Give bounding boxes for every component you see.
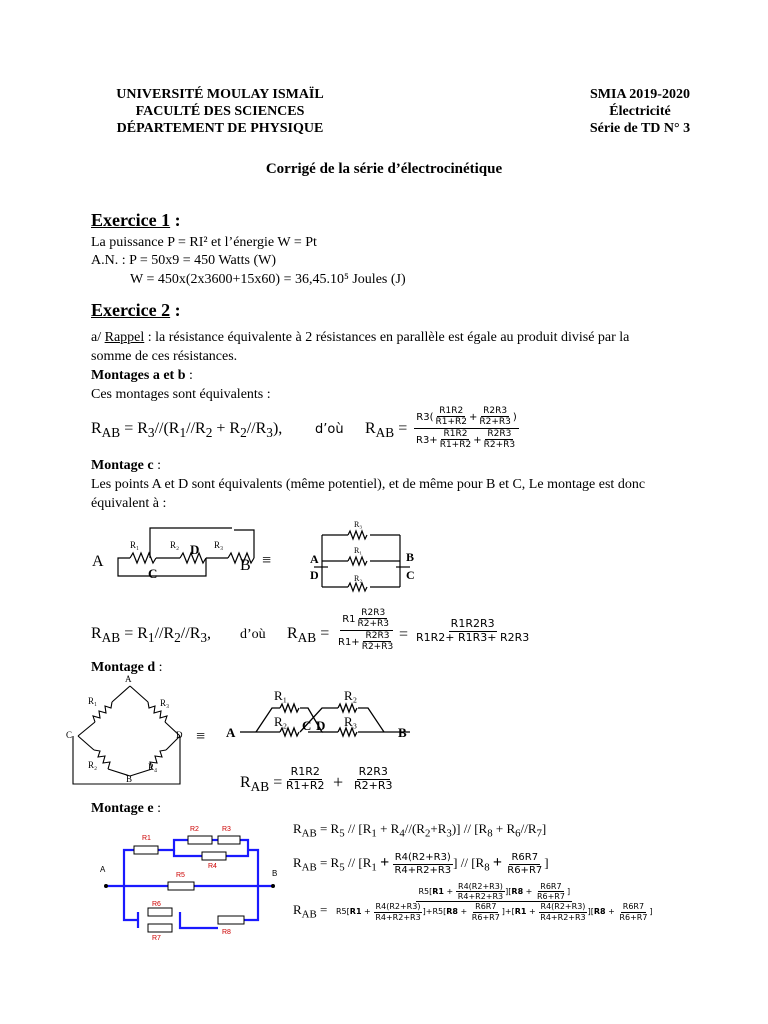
svg-text:R₃: R₃	[354, 520, 363, 529]
svg-text:R5: R5	[176, 872, 185, 879]
c-result-numerator: R1R2R3	[450, 617, 495, 630]
circuit-e	[98, 820, 288, 945]
circuit-c-right	[310, 515, 430, 595]
svg-text:B: B	[406, 550, 415, 564]
ex1-line3: W = 450x(2x3600+15x60) = 36,45.10⁵ Joules (J)	[130, 272, 406, 287]
svg-text:R₄: R₄	[148, 762, 158, 772]
montage-e-heading: Montage e :	[91, 801, 161, 816]
rab-fraction-e: R5[R1 + $\frac{R4(R2+R3)}{R4+R2+R3}$ ][R8 + $\frac{R6R7}{R6+R7}$ ] R5[R1 + $\frac{R4(R2+R3)}{R4+R2+R3}$ ]+R5[R8 + $\frac{R6R7}{R6+R7}$ ]+[R1 + $\frac{R4(R2+R3)}{R4+R2+R3}$ ][R8 + $\frac{R6R7}{R6+R7}$ ]	[336, 882, 653, 922]
rab-label-e: $R_{AB}$ =	[293, 902, 328, 921]
equiv-sign-d: ≡	[196, 728, 206, 745]
rab-fraction-d2: $\frac{R2R3}{R2+R3}$	[354, 765, 393, 792]
c-result-denominator: R1R2+ R1R3+ R2R3	[416, 630, 530, 644]
svg-text:D: D	[190, 542, 200, 557]
exercise-1-heading: Exercice 1 :	[91, 210, 181, 230]
svg-text:C: C	[66, 730, 73, 740]
c-final-fraction	[414, 618, 531, 644]
course-header	[570, 86, 710, 137]
dou-1: d’où	[315, 422, 344, 437]
university-name: UNIVERSITÉ MOULAY ISMAÏL	[116, 87, 324, 102]
circuit-d-right	[226, 686, 426, 746]
svg-text:B: B	[272, 869, 278, 878]
academic-year: SMIA 2019-2020	[590, 87, 690, 102]
rab-fraction-ab: R3( $\frac{R1R2}{R1+R2}$ + $\frac{R2R3}{R2+R3}$ ) R3+ $\frac{R1R2}{R1+R2}$ + $\frac{R2R3}{R2+R3}$	[416, 406, 517, 451]
svg-text:R6: R6	[152, 901, 161, 908]
svg-text:R₁: R₁	[88, 696, 98, 706]
svg-text:R4: R4	[208, 863, 217, 870]
ex1-line1: La puissance P = RI² et l’énergie W = Pt	[91, 235, 317, 250]
circuit-d-left	[66, 672, 196, 787]
svg-text:R1: R1	[142, 835, 151, 842]
circuit-c-left	[90, 520, 260, 590]
e-eq1: $R_{AB} = R_5 // [R_1 + R_4//(R_2+R_3)] // [R_8 + R_6//R_7]$	[293, 821, 547, 840]
rappel-line: a/ Rappel : la résistance équivalente à 2 résistances en parallèle est égale au produit divisé par la	[91, 330, 630, 345]
faculty-name: FACULTÉ DES SCIENCES	[135, 104, 305, 119]
svg-text:R₂: R₂	[344, 688, 358, 703]
dou-2: d’où	[240, 627, 266, 642]
svg-text:R₂: R₂	[354, 574, 363, 583]
svg-text:A: A	[125, 674, 132, 684]
svg-text:A: A	[226, 725, 236, 740]
university-header	[100, 86, 340, 137]
svg-text:R2: R2	[190, 826, 199, 833]
eq-c: $R_{AB} = R_1//R_2//R_3$,	[91, 625, 212, 646]
svg-text:C: C	[148, 566, 158, 581]
svg-text:A: A	[100, 865, 106, 874]
svg-text:R8: R8	[222, 929, 231, 936]
ex1-line2: A.N. : P = 50x9 = 450 Watts (W)	[91, 253, 276, 268]
rab-label-d: $R_{AB}$ =	[240, 774, 283, 795]
svg-text:A: A	[92, 553, 104, 570]
rab-label-1: $R_{AB}$ =	[365, 420, 408, 441]
equiv-sign-c: ≡	[262, 552, 272, 569]
rappel-line2: somme de ces résistances.	[91, 349, 238, 364]
svg-text:D: D	[176, 730, 183, 740]
montage-d-heading: Montage d :	[91, 660, 163, 675]
series-number: Série de TD N° 3	[589, 121, 691, 136]
svg-text:A: A	[310, 552, 319, 566]
rab-fraction-d1: $\frac{R1R2}{R1+R2}$	[286, 765, 325, 792]
department-name: DÉPARTEMENT DE PHYSIQUE	[116, 121, 324, 136]
svg-text:R3: R3	[222, 826, 231, 833]
svg-text:R₁: R₁	[274, 688, 288, 703]
exercise-2-heading: Exercice 2 :	[91, 300, 181, 320]
montage-ab-heading: Montages a et b :	[91, 368, 193, 383]
svg-text:C: C	[406, 568, 415, 582]
svg-text:R₁: R₁	[130, 540, 140, 550]
svg-text:R₂: R₂	[170, 540, 180, 550]
e-eq2: $R_{AB} = R_5 // [R_1$ + $\frac{R4(R2+R3)}{R4+R2+R3}$ ] // [$R_8$ + $\frac{R6R7}{R6+R7}$ ]	[293, 852, 549, 876]
svg-text:D: D	[316, 718, 326, 733]
rab-label-2: $R_{AB}$ =	[287, 625, 330, 646]
svg-text:B: B	[398, 725, 407, 740]
plus-sign: +	[333, 772, 344, 792]
c-text2: équivalent à :	[91, 496, 167, 511]
svg-text:R₃: R₃	[214, 540, 224, 550]
eq-ab: $R_{AB} = R_3//(R_1//R_2 + R_2//R_3)$,	[91, 420, 283, 441]
montage-c-heading: Montage c :	[91, 458, 161, 473]
svg-text:R₁: R₁	[354, 546, 363, 555]
svg-text:B: B	[240, 557, 251, 574]
svg-text:R₂: R₂	[88, 760, 98, 770]
svg-text:R₂: R₂	[274, 714, 288, 729]
svg-text:D: D	[310, 568, 319, 582]
svg-text:R₃: R₃	[344, 714, 358, 729]
course-name: Électricité	[609, 104, 671, 119]
equiv-text: Ces montages sont équivalents :	[91, 387, 271, 402]
svg-text:C: C	[302, 718, 312, 733]
svg-text:R7: R7	[152, 935, 161, 942]
c-text1: Les points A et D sont équivalents (même potentiel), et de même pour B et C, Le montage est donc	[91, 477, 646, 492]
page-title: Corrigé de la série d’électrocinétique	[265, 161, 503, 177]
equals-sign: =	[399, 626, 409, 643]
svg-text:R₃: R₃	[160, 698, 170, 708]
rab-fraction-c: R1 $\frac{R2R3}{R2+R3}$ R1+ $\frac{R2R3}{R2+R3}$	[338, 608, 394, 653]
svg-text:B: B	[126, 774, 133, 784]
